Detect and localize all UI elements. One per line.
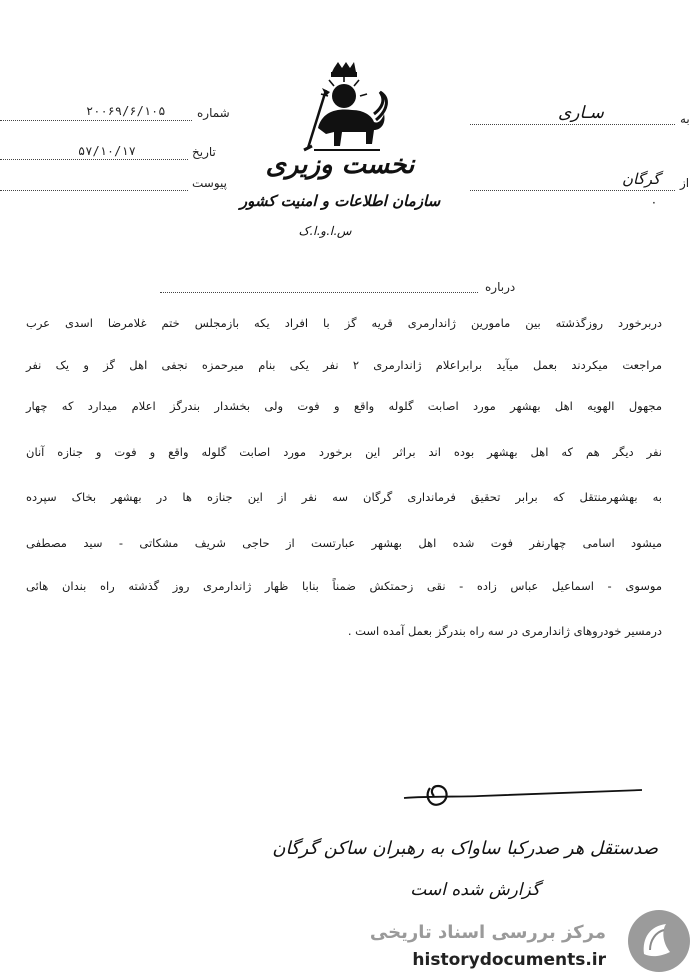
subject-dotted-line (160, 292, 478, 293)
org-subtitle: سازمان اطلاعات و امنیت کشور (239, 192, 441, 210)
body-line-3: مجهول الهویه اهل بهشهر مورد اصابت گلوله واقع و فوت ولی بخشدار بندرگز اعلام میدارد که چهار (26, 399, 662, 413)
handwritten-note-line-2: گزارش شده است (410, 880, 540, 900)
from-dotted-line (470, 190, 675, 191)
from-dot-mark: · (652, 196, 656, 210)
attachment-label: پیوست (192, 176, 227, 190)
lion-and-sun-emblem-icon (296, 62, 392, 154)
archive-logo-icon (626, 908, 692, 974)
number-dotted-line (0, 120, 192, 121)
date-value: ۵۷/۱۰/۱۷ (78, 144, 136, 158)
body-line-4: نفر دیگر هم که اهل بهشهر بوده اند براثر این برخورد مورد اصابت گلوله واقع و فوت و جنازه آنان (26, 445, 662, 459)
org-title: نخست وزیری (265, 150, 415, 180)
number-value: ۲۰۰۶۹/۶/۱۰۵ (86, 104, 166, 118)
body-line-7: موسوی - اسماعیل عباس زاده - نقی زحمتکش ضمناً بنابا ظهار ژاندارمری روز گذشته راه بندان هائی (26, 579, 662, 593)
date-dotted-line (0, 159, 188, 160)
from-value: گرگان (622, 170, 661, 188)
to-dotted-line (470, 124, 675, 125)
body-line-1: دربرخورد روزگذشته بین مامورین ژاندارمری قریه گز با افراد یکه بازمجلس ختم غلامرضا اسدی عرب (26, 316, 662, 330)
body-line-5: به بهشهرمنتقل که برابر تحقیق فرمانداری گرگان سه نفر از این جنازه ها در بهشهر بخاک سپرده (26, 490, 662, 504)
body-line-8: درمسیر خودروهای ژاندارمری در سه راه بندرگز بعمل آمده است . (347, 624, 662, 638)
attachment-dotted-line (0, 190, 188, 191)
watermark-url: historydocuments.ir (412, 950, 606, 970)
org-code: س.ا.و.ا.ک (298, 224, 352, 238)
body-line-2: مراجعت میکردند بعمل میآید برابراعلام ژاندارمری ۲ نفر یکی بنام میرحمزه نجفی اهل گز و یک نفر (26, 358, 662, 372)
subject-label: درباره (485, 280, 516, 294)
watermark-org-name: مرکز بررسی اسناد تاریخی (369, 922, 606, 943)
date-label: تاریخ (192, 145, 216, 159)
handwritten-note-line-1: صدستقل هر صدرکبا ساواک به رهبران ساکن گرگان (272, 838, 658, 859)
from-label: از (680, 176, 690, 190)
body-line-6: میشود اسامی چهارنفر فوت شده اهل بهشهر عبارتست از حاجی شریف مشکاتی - سید مصطفی (26, 536, 662, 550)
number-label: شماره (197, 106, 230, 120)
to-value: سـاری (558, 103, 604, 123)
to-label: به (680, 112, 690, 126)
